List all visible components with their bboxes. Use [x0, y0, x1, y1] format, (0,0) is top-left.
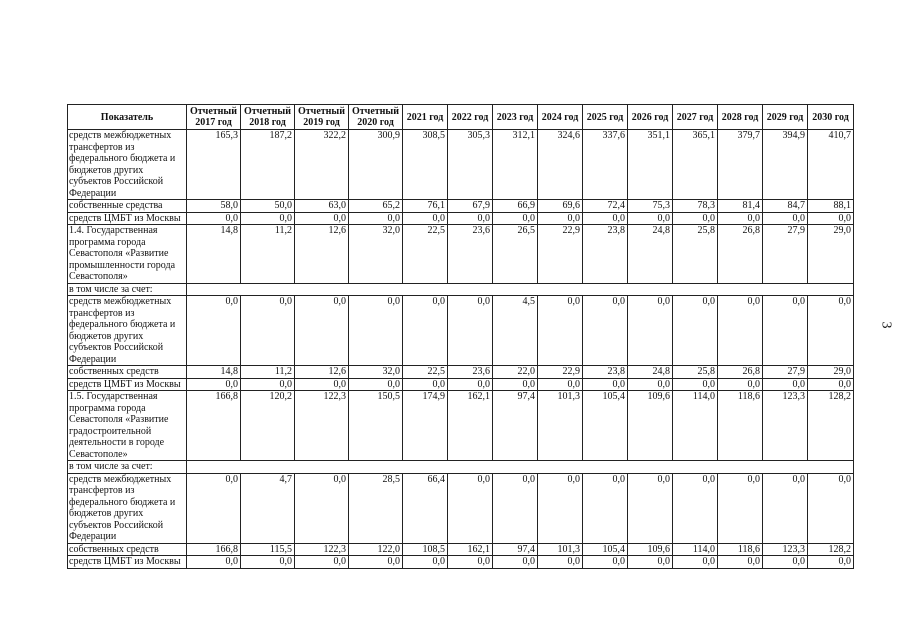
- value-cell: 101,3: [538, 543, 583, 556]
- empty-cell: [187, 461, 854, 474]
- value-cell: 322,2: [295, 130, 349, 200]
- value-cell: 118,6: [718, 391, 763, 461]
- header-year: 2026 год: [628, 105, 673, 130]
- value-cell: 0,0: [673, 378, 718, 391]
- value-cell: 69,6: [538, 200, 583, 213]
- value-cell: 0,0: [538, 556, 583, 569]
- value-cell: 22,5: [403, 366, 448, 379]
- table-row: [68, 200, 854, 213]
- header-year: 2022 год: [448, 105, 493, 130]
- value-cell: 0,0: [808, 378, 854, 391]
- value-cell: 0,0: [538, 212, 583, 225]
- value-cell: 0,0: [538, 378, 583, 391]
- value-cell: 25,8: [673, 225, 718, 284]
- value-cell: 63,0: [295, 200, 349, 213]
- page-number: 3: [878, 321, 894, 329]
- row-label: собственные средства: [68, 200, 187, 213]
- value-cell: 0,0: [187, 378, 241, 391]
- value-cell: 0,0: [673, 473, 718, 543]
- header-year: 2025 год: [583, 105, 628, 130]
- value-cell: 0,0: [763, 556, 808, 569]
- value-cell: 0,0: [583, 296, 628, 366]
- value-cell: 22,0: [493, 366, 538, 379]
- value-cell: 114,0: [673, 391, 718, 461]
- value-cell: 128,2: [808, 391, 854, 461]
- value-cell: 0,0: [583, 378, 628, 391]
- value-cell: 114,0: [673, 543, 718, 556]
- value-cell: 0,0: [673, 212, 718, 225]
- value-cell: 0,0: [187, 556, 241, 569]
- value-cell: 0,0: [763, 296, 808, 366]
- value-cell: 67,9: [448, 200, 493, 213]
- value-cell: 23,6: [448, 225, 493, 284]
- value-cell: 324,6: [538, 130, 583, 200]
- value-cell: 105,4: [583, 543, 628, 556]
- value-cell: 11,2: [241, 366, 295, 379]
- value-cell: 66,4: [403, 473, 448, 543]
- value-cell: 162,1: [448, 543, 493, 556]
- value-cell: 0,0: [538, 473, 583, 543]
- value-cell: 308,5: [403, 130, 448, 200]
- table-row: [68, 461, 854, 474]
- table-row: [68, 543, 854, 556]
- value-cell: 29,0: [808, 225, 854, 284]
- value-cell: 0,0: [538, 296, 583, 366]
- table-header-row: [68, 105, 854, 130]
- value-cell: 27,9: [763, 366, 808, 379]
- value-cell: 109,6: [628, 391, 673, 461]
- header-year: Отчетный 2020 год: [349, 105, 403, 130]
- value-cell: 24,8: [628, 366, 673, 379]
- value-cell: 26,8: [718, 366, 763, 379]
- value-cell: 122,3: [295, 391, 349, 461]
- value-cell: 122,3: [295, 543, 349, 556]
- row-label: 1.4. Государственная программа города Севастополя «Развитие промышленности города Севастополя»: [68, 225, 187, 284]
- header-year: Отчетный 2018 год: [241, 105, 295, 130]
- value-cell: 379,7: [718, 130, 763, 200]
- table-body: [68, 130, 854, 569]
- value-cell: 22,5: [403, 225, 448, 284]
- empty-cell: [187, 283, 854, 296]
- header-year: 2029 год: [763, 105, 808, 130]
- row-label: в том числе за счет:: [68, 283, 187, 296]
- value-cell: 0,0: [718, 296, 763, 366]
- value-cell: 66,9: [493, 200, 538, 213]
- value-cell: 0,0: [673, 296, 718, 366]
- value-cell: 174,9: [403, 391, 448, 461]
- row-label: 1.5. Государственная программа города Севастополя «Развитие градостроительной деятельности в городе Севастополе»: [68, 391, 187, 461]
- value-cell: 0,0: [403, 212, 448, 225]
- value-cell: 118,6: [718, 543, 763, 556]
- header-year: 2024 год: [538, 105, 583, 130]
- value-cell: 0,0: [295, 378, 349, 391]
- value-cell: 0,0: [187, 473, 241, 543]
- value-cell: 58,0: [187, 200, 241, 213]
- table-row: [68, 366, 854, 379]
- value-cell: 0,0: [808, 473, 854, 543]
- value-cell: 0,0: [628, 212, 673, 225]
- value-cell: 337,6: [583, 130, 628, 200]
- value-cell: 0,0: [808, 296, 854, 366]
- value-cell: 4,5: [493, 296, 538, 366]
- table-row: [68, 473, 854, 543]
- value-cell: 0,0: [583, 556, 628, 569]
- value-cell: 23,8: [583, 225, 628, 284]
- value-cell: 24,8: [628, 225, 673, 284]
- value-cell: 115,5: [241, 543, 295, 556]
- table-row: [68, 130, 854, 200]
- value-cell: 11,2: [241, 225, 295, 284]
- value-cell: 312,1: [493, 130, 538, 200]
- value-cell: 0,0: [763, 378, 808, 391]
- row-label: средств межбюджетных трансфертов из федерального бюджета и бюджетов других субъектов Российской Федерации: [68, 473, 187, 543]
- value-cell: 84,7: [763, 200, 808, 213]
- value-cell: 365,1: [673, 130, 718, 200]
- value-cell: 187,2: [241, 130, 295, 200]
- value-cell: 0,0: [448, 473, 493, 543]
- value-cell: 0,0: [241, 296, 295, 366]
- value-cell: 78,3: [673, 200, 718, 213]
- header-year: 2023 год: [493, 105, 538, 130]
- value-cell: 0,0: [628, 556, 673, 569]
- value-cell: 50,0: [241, 200, 295, 213]
- value-cell: 0,0: [493, 556, 538, 569]
- value-cell: 162,1: [448, 391, 493, 461]
- value-cell: 0,0: [493, 378, 538, 391]
- header-year: 2028 год: [718, 105, 763, 130]
- value-cell: 410,7: [808, 130, 854, 200]
- value-cell: 0,0: [349, 212, 403, 225]
- value-cell: 0,0: [295, 212, 349, 225]
- value-cell: 0,0: [583, 473, 628, 543]
- value-cell: 22,9: [538, 225, 583, 284]
- value-cell: 32,0: [349, 366, 403, 379]
- row-label: средств ЦМБТ из Москвы: [68, 212, 187, 225]
- header-year: Отчетный 2017 год: [187, 105, 241, 130]
- value-cell: 0,0: [349, 556, 403, 569]
- value-cell: 0,0: [349, 378, 403, 391]
- value-cell: 166,8: [187, 543, 241, 556]
- value-cell: 65,2: [349, 200, 403, 213]
- value-cell: 0,0: [448, 212, 493, 225]
- value-cell: 105,4: [583, 391, 628, 461]
- value-cell: 0,0: [583, 212, 628, 225]
- value-cell: 14,8: [187, 225, 241, 284]
- value-cell: 0,0: [403, 556, 448, 569]
- header-year: 2027 год: [673, 105, 718, 130]
- value-cell: 0,0: [187, 212, 241, 225]
- value-cell: 12,6: [295, 225, 349, 284]
- value-cell: 0,0: [808, 212, 854, 225]
- table-row: [68, 296, 854, 366]
- value-cell: 0,0: [673, 556, 718, 569]
- value-cell: 305,3: [448, 130, 493, 200]
- value-cell: 81,4: [718, 200, 763, 213]
- header-year: Отчетный 2019 год: [295, 105, 349, 130]
- table-row: [68, 212, 854, 225]
- value-cell: 0,0: [493, 212, 538, 225]
- value-cell: 122,0: [349, 543, 403, 556]
- row-label: средств межбюджетных трансфертов из федерального бюджета и бюджетов других субъектов Российской Федерации: [68, 130, 187, 200]
- value-cell: 29,0: [808, 366, 854, 379]
- value-cell: 14,8: [187, 366, 241, 379]
- value-cell: 0,0: [295, 556, 349, 569]
- value-cell: 108,5: [403, 543, 448, 556]
- header-indicator: Показатель: [68, 105, 187, 130]
- header-year: 2021 год: [403, 105, 448, 130]
- value-cell: 25,8: [673, 366, 718, 379]
- table-row: [68, 283, 854, 296]
- budget-table: [67, 104, 854, 569]
- value-cell: 0,0: [448, 378, 493, 391]
- row-label: собственных средств: [68, 543, 187, 556]
- value-cell: 394,9: [763, 130, 808, 200]
- value-cell: 76,1: [403, 200, 448, 213]
- value-cell: 97,4: [493, 543, 538, 556]
- value-cell: 0,0: [718, 378, 763, 391]
- value-cell: 0,0: [628, 378, 673, 391]
- value-cell: 26,8: [718, 225, 763, 284]
- value-cell: 0,0: [628, 473, 673, 543]
- value-cell: 351,1: [628, 130, 673, 200]
- value-cell: 0,0: [241, 212, 295, 225]
- value-cell: 23,8: [583, 366, 628, 379]
- value-cell: 23,6: [448, 366, 493, 379]
- value-cell: 97,4: [493, 391, 538, 461]
- value-cell: 0,0: [295, 296, 349, 366]
- value-cell: 0,0: [241, 378, 295, 391]
- value-cell: 0,0: [403, 296, 448, 366]
- value-cell: 0,0: [241, 556, 295, 569]
- value-cell: 22,9: [538, 366, 583, 379]
- value-cell: 75,3: [628, 200, 673, 213]
- value-cell: 0,0: [448, 556, 493, 569]
- row-label: средств ЦМБТ из Москвы: [68, 378, 187, 391]
- value-cell: 0,0: [718, 212, 763, 225]
- value-cell: 0,0: [493, 473, 538, 543]
- table-row: [68, 391, 854, 461]
- value-cell: 0,0: [295, 473, 349, 543]
- row-label: средств межбюджетных трансфертов из федерального бюджета и бюджетов других субъектов Российской Федерации: [68, 296, 187, 366]
- value-cell: 72,4: [583, 200, 628, 213]
- row-label: собственных средств: [68, 366, 187, 379]
- value-cell: 120,2: [241, 391, 295, 461]
- value-cell: 165,3: [187, 130, 241, 200]
- table-row: [68, 556, 854, 569]
- row-label: в том числе за счет:: [68, 461, 187, 474]
- value-cell: 0,0: [808, 556, 854, 569]
- value-cell: 0,0: [718, 473, 763, 543]
- value-cell: 26,5: [493, 225, 538, 284]
- value-cell: 88,1: [808, 200, 854, 213]
- value-cell: 109,6: [628, 543, 673, 556]
- header-year: 2030 год: [808, 105, 854, 130]
- value-cell: 150,5: [349, 391, 403, 461]
- value-cell: 0,0: [403, 378, 448, 391]
- value-cell: 101,3: [538, 391, 583, 461]
- value-cell: 0,0: [763, 212, 808, 225]
- value-cell: 0,0: [187, 296, 241, 366]
- value-cell: 128,2: [808, 543, 854, 556]
- value-cell: 27,9: [763, 225, 808, 284]
- value-cell: 0,0: [448, 296, 493, 366]
- value-cell: 0,0: [763, 473, 808, 543]
- table-row: [68, 225, 854, 284]
- value-cell: 300,9: [349, 130, 403, 200]
- row-label: средств ЦМБТ из Москвы: [68, 556, 187, 569]
- value-cell: 166,8: [187, 391, 241, 461]
- value-cell: 0,0: [349, 296, 403, 366]
- value-cell: 4,7: [241, 473, 295, 543]
- value-cell: 123,3: [763, 391, 808, 461]
- table-row: [68, 378, 854, 391]
- value-cell: 123,3: [763, 543, 808, 556]
- value-cell: 12,6: [295, 366, 349, 379]
- value-cell: 0,0: [718, 556, 763, 569]
- value-cell: 0,0: [628, 296, 673, 366]
- value-cell: 32,0: [349, 225, 403, 284]
- value-cell: 28,5: [349, 473, 403, 543]
